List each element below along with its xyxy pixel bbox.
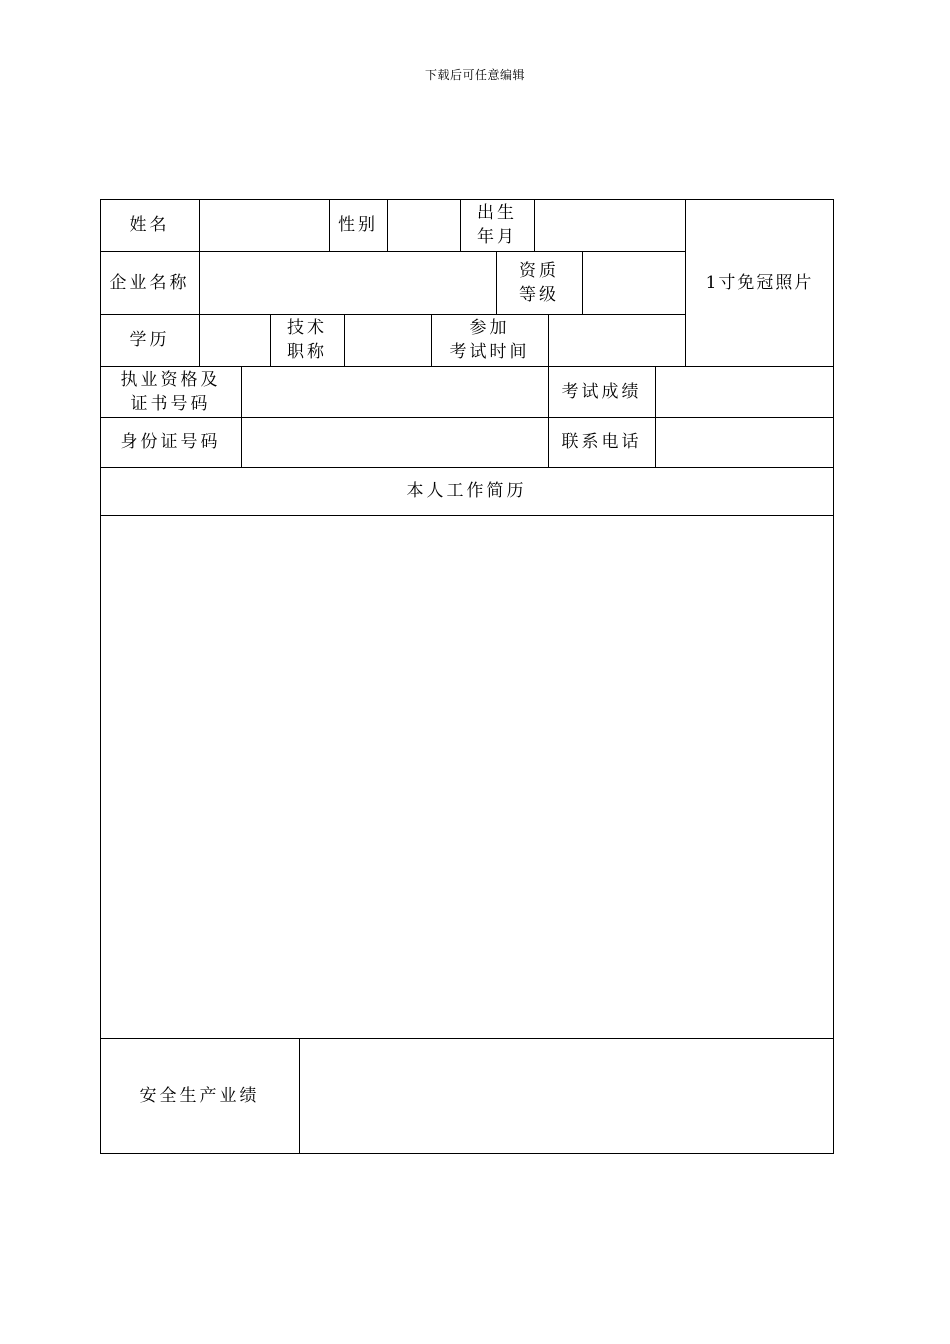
birth-date-label: 出生 年月 (477, 203, 517, 247)
qualification-level-field[interactable] (583, 252, 685, 314)
header-note: 下载后可任意编辑 (424, 68, 525, 82)
safety-performance-label: 安全生产业绩 (139, 1085, 260, 1106)
qualification-level-label: 资质 等级 (519, 260, 559, 305)
exam-score-field[interactable] (656, 367, 833, 417)
certificate-field[interactable] (242, 367, 548, 417)
birth-date-field[interactable] (535, 200, 685, 251)
name-label: 姓名 (129, 215, 170, 235)
id-number-field[interactable] (242, 418, 548, 467)
id-number-label: 身份证号码 (120, 432, 221, 452)
company-name-label: 企业名称 (109, 272, 190, 293)
gender-field[interactable] (388, 200, 460, 251)
technical-title-field[interactable] (345, 315, 431, 366)
phone-label: 联系电话 (561, 432, 642, 452)
education-label: 学历 (129, 330, 170, 350)
technical-title-label: 技术 职称 (287, 318, 327, 362)
gender-label: 性别 (338, 215, 378, 235)
phone-field[interactable] (656, 418, 833, 467)
exam-score-label: 考试成绩 (561, 381, 642, 402)
name-field[interactable] (200, 200, 329, 251)
safety-performance-field[interactable] (300, 1039, 833, 1153)
education-field[interactable] (200, 315, 270, 366)
work-resume-heading: 本人工作简历 (406, 481, 527, 501)
exam-time-field[interactable] (549, 315, 685, 366)
company-name-field[interactable] (200, 252, 496, 314)
work-resume-field[interactable] (101, 516, 833, 1038)
certificate-label: 执业资格及 证书号码 (120, 369, 221, 414)
exam-time-label: 参加 考试时间 (449, 318, 530, 362)
photo-placeholder[interactable]: 1寸免冠照片 (705, 272, 814, 293)
